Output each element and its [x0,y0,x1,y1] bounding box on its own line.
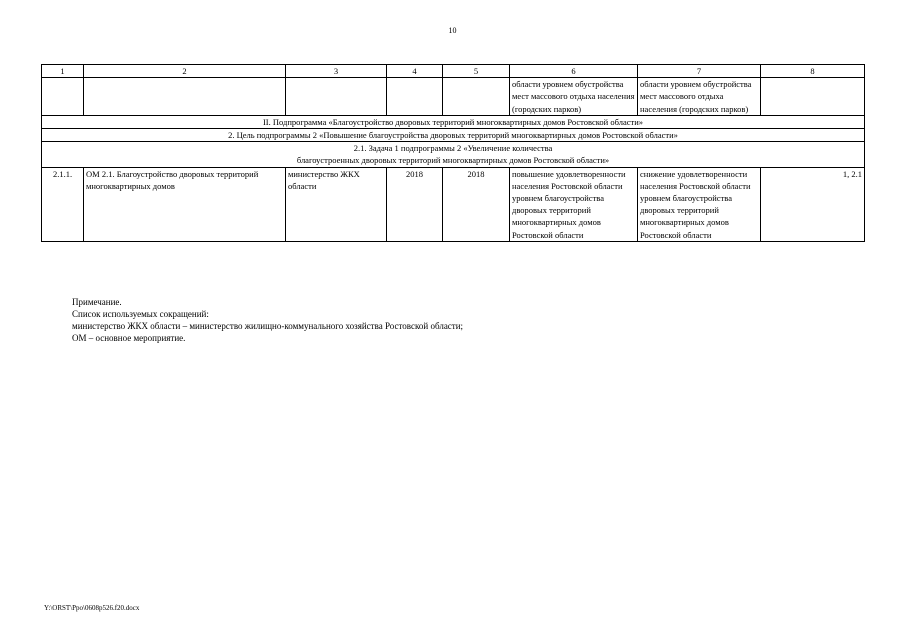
task-title [42,142,865,167]
task-row [42,142,865,167]
page-number: 10 [448,26,457,35]
goal-row [42,129,865,142]
subprogram-row [42,115,865,128]
header-cell-7: 7 [638,65,761,78]
start-year: 2018 [387,167,443,241]
table-row [42,167,865,241]
header-cell-3: 3 [286,65,387,78]
header-cell-6: 6 [510,65,638,78]
abbreviation-1: министерство ЖКХ области – министерство жилищно-коммунального хозяйства Ростовской области; [72,321,464,331]
notes-title: Примечание. [72,297,122,307]
header-cell-1: 1 [42,65,84,78]
task-title-line-1: 2.1. Задача 1 подпрограммы 2 «Увеличение количества [353,143,553,154]
row-number: 2.1.1. [42,167,84,241]
task-title-line-2: благоустроенных дворовых территорий многоквартирных домов Ростовской области» [296,155,610,166]
continued-consequence-cell: области уровнем обустройства мест массового отдыха населения (городских парков) [638,78,761,116]
header-cell-4: 4 [387,65,443,78]
consequences: снижение удовлетворенности населения Ростовской области уровнем благоустройства дворовых территорий многоквартирных домов Ростовской области [638,167,761,241]
subprogram-title: II. Подпрограмма «Благоустройство дворовых территорий многоквартирных домов Ростовской области» [42,115,865,128]
header-cell-8: 8 [761,65,865,78]
goal-title: 2. Цель подпрограммы 2 «Повышение благоустройства дворовых территорий многоквартирных домов Ростовской области» [42,129,865,142]
abbreviations-title: Список используемых сокращений: [72,309,209,319]
header-row [42,65,865,78]
continued-row [42,78,865,116]
expected-result: повышение удовлетворенности населения Ростовской области уровнем благоустройства дворовых территорий многоквартирных домов Ростовской области [510,167,638,241]
end-year: 2018 [443,167,510,241]
continued-result-cell: области уровнем обустройства мест массового отдыха населения (городских парков) [510,78,638,116]
abbreviation-2: ОМ – основное мероприятие. [72,333,186,343]
header-cell-5: 5 [443,65,510,78]
file-path-footer: Y:\ORST\Ppo\0608p526.f20.docx [44,604,140,612]
header-cell-2: 2 [84,65,286,78]
notes-block [72,296,463,344]
executor: министерство ЖКХ области [286,167,387,241]
measure-name: ОМ 2.1. Благоустройство дворовых территорий многоквартирных домов [84,167,286,241]
indicators: 1, 2.1 [761,167,865,241]
program-table [41,64,865,242]
